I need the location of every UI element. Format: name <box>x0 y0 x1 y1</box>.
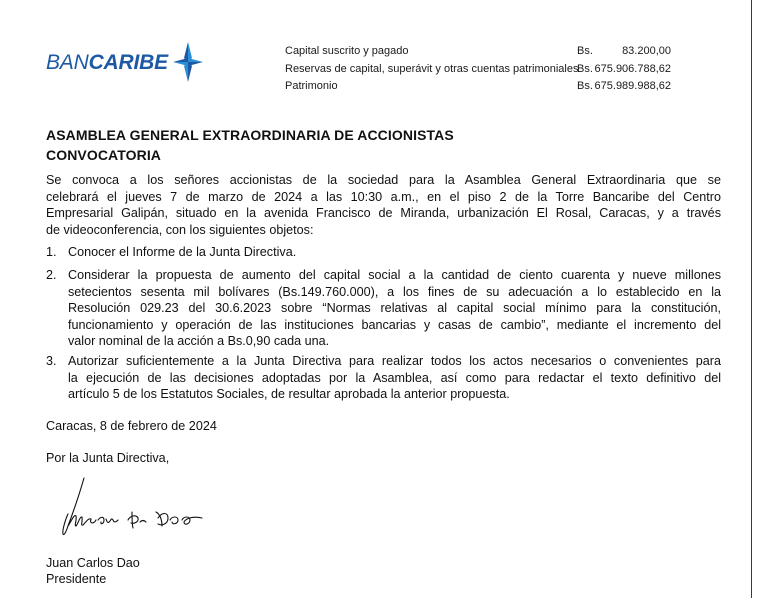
closing-line: Por la Junta Directiva, <box>46 451 170 465</box>
agenda-item-text <box>68 244 721 261</box>
agenda-item-line: valor nominal de la acción a Bs.0,90 cada una. <box>68 334 330 348</box>
agenda-item-line: funcionamiento y operación de las instituciones bancarias y casas de cambio”, mediante el incremento del <box>68 317 721 332</box>
bancaribe-logo <box>46 40 205 84</box>
agenda-item-text <box>68 267 721 350</box>
agenda-item-line: setecientos sesenta mil bolívares (Bs.149.760.000), a los fines de su adecuación a lo establecido en la <box>68 284 721 299</box>
logo-wordmark: BANCARIBE <box>46 50 168 74</box>
capital-row-label: Capital suscrito y pagado <box>285 45 409 57</box>
capital-row <box>285 61 675 79</box>
agenda-item-line: la ejecución de las decisiones adoptadas por la Asamblea, así como para redactar el texto definitivo del <box>68 370 721 385</box>
place-date: Caracas, 8 de febrero de 2024 <box>46 419 217 433</box>
agenda-item-text <box>68 353 721 403</box>
capital-row <box>285 78 675 96</box>
page-border <box>751 0 752 598</box>
handwritten-signature <box>44 470 234 550</box>
capital-row-amount: 675.906.788,62 <box>594 62 671 75</box>
intro-line: Se convoca a los señores accionistas de la sociedad para la Asamblea General Extraordinaria que se <box>46 173 721 187</box>
capital-row-amount: 675.989.988,62 <box>594 80 671 92</box>
capital-row-currency: Bs. <box>577 62 593 75</box>
agenda-item-number: 1. <box>46 245 57 259</box>
agenda-item-line: Considerar la propuesta de aumento del capital social a la cantidad de ciento cuarenta y nueve millones <box>68 268 721 282</box>
agenda-item-line: artículo 5 de los Estatutos Sociales, de resultar aprobada la anterior propuesta. <box>68 387 510 401</box>
agenda-item-line: Conocer el Informe de la Junta Directiva. <box>68 245 297 259</box>
intro-line: Empresarial Galipán, situado en la avenida Francisco de Miranda, urbanización El Rosal, Caracas, y a través <box>46 206 721 220</box>
intro-line: celebrará el jueves 7 de marzo de 2024 a las 10:30 a.m., en el piso 2 de la Torre Bancaribe del Centro <box>46 189 721 204</box>
agenda-item-number: 3. <box>46 354 57 368</box>
capital-row-label: Patrimonio <box>285 80 338 92</box>
document-subheading: CONVOCATORIA <box>46 147 162 163</box>
agenda-item-line: Autorizar suficientemente a la Junta Directiva para realizar todos los actos necesarios o convenientes para <box>68 354 721 368</box>
compass-star-icon <box>171 40 205 84</box>
agenda-item-line: Resolución 029.23 del 30.6.2023 sobre “Normas relativas al capital social mínimo para la constitución, <box>68 301 721 315</box>
capital-row-currency: Bs. <box>577 80 593 92</box>
signer-name: Juan Carlos Dao <box>46 556 140 570</box>
capital-row-amount: 83.200,00 <box>622 45 671 57</box>
capital-row-currency: Bs. <box>577 45 593 57</box>
capital-row <box>285 43 675 61</box>
capital-row-label: Reservas de capital, superávit y otras cuentas patrimoniales <box>285 62 579 75</box>
signer-title: Presidente <box>46 572 107 586</box>
intro-line: de videoconferencia, con los siguientes objetos: <box>46 222 314 237</box>
intro-paragraph <box>46 172 721 238</box>
agenda-item-number: 2. <box>46 268 57 282</box>
document-heading: ASAMBLEA GENERAL EXTRAORDINARIA DE ACCIONISTAS <box>46 127 454 143</box>
capital-table <box>285 43 675 96</box>
